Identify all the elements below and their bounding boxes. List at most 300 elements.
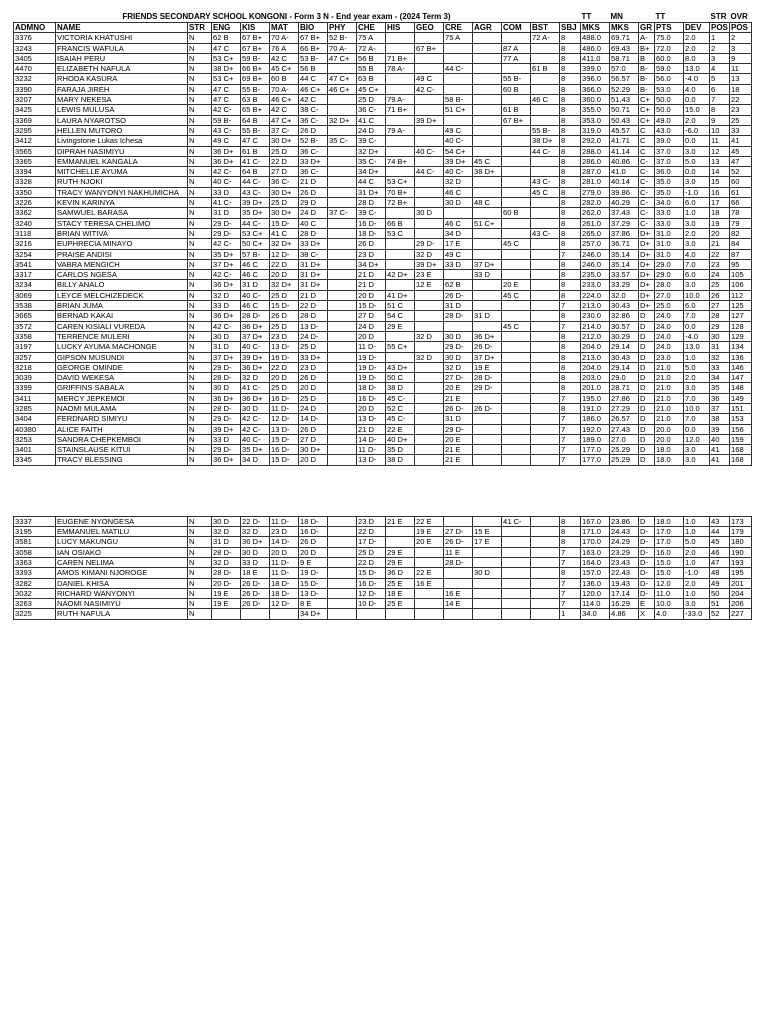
table-cell: 28 D: [357, 198, 386, 208]
table-cell: [415, 547, 444, 557]
table-cell: [531, 547, 560, 557]
table-cell: 125: [730, 301, 752, 311]
table-cell: 20 E: [502, 280, 531, 290]
table-cell: [531, 321, 560, 331]
table-cell: D: [639, 331, 655, 341]
table-cell: [212, 609, 241, 619]
table-cell: [531, 393, 560, 403]
table-cell: 120.0: [581, 588, 610, 598]
table-cell: 15 D-: [270, 218, 299, 228]
table-cell: 486.0: [581, 43, 610, 53]
table-cell: [328, 352, 357, 362]
table-cell: 39 D+: [212, 424, 241, 434]
table-cell: 168: [730, 455, 752, 465]
table-cell: N: [188, 115, 212, 125]
table-cell: 129: [730, 331, 752, 341]
table-cell: [386, 146, 415, 156]
table-cell: 48: [710, 568, 730, 578]
table-cell: 24.29: [610, 537, 639, 547]
table-cell: [328, 167, 357, 177]
table-cell: 14 E: [444, 599, 473, 609]
table-cell: [328, 362, 357, 372]
table-cell: 20 E: [444, 434, 473, 444]
table-cell: 27.86: [610, 393, 639, 403]
table-cell: 7.0: [684, 393, 710, 403]
table-cell: 46 C: [241, 270, 270, 280]
table-cell: 28 D: [299, 228, 328, 238]
table-cell: [502, 187, 531, 197]
table-cell: FARAJA JIREH: [56, 84, 188, 94]
table-cell: [531, 434, 560, 444]
table-cell: [531, 249, 560, 259]
table-cell: 33 D+: [299, 352, 328, 362]
table-cell: 25 D: [270, 383, 299, 393]
table-cell: 36 D+: [212, 393, 241, 403]
table-cell: 28.0: [655, 280, 684, 290]
table-cell: 60 B: [502, 84, 531, 94]
table-cell: N: [188, 167, 212, 177]
table-cell: 214.0: [581, 321, 610, 331]
table-cell: [502, 537, 531, 547]
table-cell: [444, 609, 473, 619]
table-cell: C-: [639, 156, 655, 166]
table-cell: [415, 198, 444, 208]
column-header: GEO: [415, 23, 444, 33]
table-cell: 47 C: [212, 84, 241, 94]
table-cell: 35: [710, 383, 730, 393]
table-cell: [444, 321, 473, 331]
table-row: [14, 43, 752, 53]
table-cell: 235.0: [581, 270, 610, 280]
table-cell: 3350: [14, 187, 56, 197]
table-cell: N: [188, 146, 212, 156]
table-cell: 282.0: [581, 198, 610, 208]
table-cell: 8: [560, 290, 581, 300]
table-cell: [444, 516, 473, 526]
table-cell: 45 C-: [386, 414, 415, 424]
table-cell: 51: [710, 599, 730, 609]
table-cell: 20: [710, 228, 730, 238]
table-cell: 17.14: [610, 588, 639, 598]
table-cell: [502, 588, 531, 598]
table-cell: 8: [560, 53, 581, 63]
table-cell: 30 D: [241, 403, 270, 413]
table-cell: 3328: [14, 177, 56, 187]
table-cell: 55 B-: [502, 74, 531, 84]
column-header: HIS: [386, 23, 415, 33]
table-cell: 65 B+: [241, 105, 270, 115]
table-cell: 3240: [14, 218, 56, 228]
table-cell: 66: [730, 198, 752, 208]
table-cell: 69 B+: [241, 74, 270, 84]
table-cell: 8: [560, 74, 581, 84]
table-cell: 67 B+: [415, 43, 444, 53]
table-cell: [415, 445, 444, 455]
table-cell: 29 D-: [415, 239, 444, 249]
table-cell: 11 D-: [270, 403, 299, 413]
table-cell: [502, 342, 531, 352]
table-cell: [502, 599, 531, 609]
column-header: GR: [639, 23, 655, 33]
table-cell: 3358: [14, 331, 56, 341]
table-cell: N: [188, 352, 212, 362]
table-cell: 40 D+: [386, 434, 415, 444]
table-cell: 72 A-: [357, 43, 386, 53]
column-header: CRE: [444, 23, 473, 33]
table-cell: 57 B-: [241, 249, 270, 259]
table-cell: [473, 228, 502, 238]
table-cell: [502, 125, 531, 135]
table-cell: 14 D-: [270, 537, 299, 547]
table-cell: 32 D: [241, 373, 270, 383]
table-cell: 11: [730, 64, 752, 74]
table-cell: 36 D+: [212, 455, 241, 465]
table-cell: 246.0: [581, 249, 610, 259]
table-cell: 8: [560, 187, 581, 197]
table-cell: [415, 301, 444, 311]
table-cell: MARY NEKESA: [56, 95, 188, 105]
table-cell: 2: [730, 33, 752, 43]
table-cell: TERRENCE MULERI: [56, 331, 188, 341]
table-cell: LAURA NYAROTSO: [56, 115, 188, 125]
table-cell: 58 B-: [444, 95, 473, 105]
table-row: [14, 270, 752, 280]
table-cell: [531, 588, 560, 598]
table-cell: 31 D: [241, 280, 270, 290]
table-cell: 3363: [14, 557, 56, 567]
table-row: [14, 414, 752, 424]
table-cell: 4.86: [610, 609, 639, 619]
table-cell: 23: [710, 259, 730, 269]
table-cell: [531, 43, 560, 53]
table-cell: [415, 311, 444, 321]
table-cell: 30 D+: [270, 208, 299, 218]
table-cell: 0.0: [684, 136, 710, 146]
table-cell: 16 D-: [299, 527, 328, 537]
table-cell: 27 D: [270, 167, 299, 177]
table-cell: 3243: [14, 43, 56, 53]
table-cell: 31 D: [212, 208, 241, 218]
table-cell: 8: [560, 383, 581, 393]
table-cell: FERDNARD SIMIYU: [56, 414, 188, 424]
table-cell: B+: [639, 43, 655, 53]
table-cell: [502, 352, 531, 362]
table-cell: 7: [560, 414, 581, 424]
table-cell: 355.0: [581, 105, 610, 115]
table-cell: 233.0: [581, 280, 610, 290]
table-cell: [328, 95, 357, 105]
table-cell: 27 D: [299, 434, 328, 444]
table-row: [14, 208, 752, 218]
table-cell: 21.0: [655, 362, 684, 372]
table-cell: [444, 208, 473, 218]
table-cell: 71 B+: [386, 53, 415, 63]
table-cell: 70 A-: [270, 33, 299, 43]
table-cell: 57.0: [610, 64, 639, 74]
table-cell: 40 C: [299, 218, 328, 228]
table-cell: 42 D+: [386, 270, 415, 280]
table-cell: [386, 208, 415, 218]
table-cell: 28 D-: [212, 568, 241, 578]
table-cell: 3541: [14, 259, 56, 269]
table-cell: 54 C: [386, 311, 415, 321]
table-cell: 64 B: [241, 167, 270, 177]
table-cell: 8: [560, 43, 581, 53]
table-row: [14, 445, 752, 455]
table-cell: 39 D+: [241, 352, 270, 362]
table-cell: 39.86: [610, 187, 639, 197]
table-cell: 3069: [14, 290, 56, 300]
table-cell: 8: [560, 280, 581, 290]
table-cell: [415, 228, 444, 238]
table-cell: 3411: [14, 393, 56, 403]
table-cell: 27: [710, 301, 730, 311]
table-cell: 35.0: [655, 177, 684, 187]
table-cell: 29 D-: [212, 445, 241, 455]
table-cell: [473, 187, 502, 197]
table-cell: 84: [730, 239, 752, 249]
table-cell: 20 D: [357, 331, 386, 341]
table-cell: 112: [730, 290, 752, 300]
table-cell: 6.0: [684, 301, 710, 311]
table-cell: [386, 331, 415, 341]
table-cell: DANIEL KHISA: [56, 578, 188, 588]
table-cell: 2.0: [684, 578, 710, 588]
table-cell: 8: [560, 362, 581, 372]
table-cell: 3.0: [684, 218, 710, 228]
table-cell: ISAIAH PERU: [56, 53, 188, 63]
table-cell: [531, 527, 560, 537]
table-cell: 399.0: [581, 64, 610, 74]
table-cell: 3362: [14, 208, 56, 218]
table-cell: [502, 434, 531, 444]
table-cell: 26 D-: [444, 403, 473, 413]
table-cell: 29.0: [655, 259, 684, 269]
table-cell: 26 D: [299, 373, 328, 383]
table-cell: 18.0: [655, 516, 684, 526]
table-cell: 18 D-: [270, 588, 299, 598]
table-cell: 69.43: [610, 43, 639, 53]
table-cell: 24.0: [655, 342, 684, 352]
table-cell: D+: [639, 290, 655, 300]
column-header: BST: [531, 23, 560, 33]
table-cell: 29 D-: [212, 218, 241, 228]
table-cell: 36.0: [655, 167, 684, 177]
table-cell: [531, 403, 560, 413]
column-header: ENG: [212, 23, 241, 33]
table-cell: C-: [639, 177, 655, 187]
table-cell: 9: [730, 53, 752, 63]
table-cell: 12 D-: [357, 588, 386, 598]
table-cell: 17.0: [655, 537, 684, 547]
table-cell: 22 D: [357, 527, 386, 537]
table-cell: 29 E: [386, 557, 415, 567]
table-cell: [444, 53, 473, 63]
table-cell: 136: [730, 352, 752, 362]
table-cell: 41: [710, 455, 730, 465]
table-cell: 9 E: [299, 557, 328, 567]
table-row: [14, 198, 752, 208]
table-cell: 13 D-: [357, 455, 386, 465]
table-cell: [502, 249, 531, 259]
table-cell: 3404: [14, 414, 56, 424]
table-cell: [328, 125, 357, 135]
table-cell: 3257: [14, 352, 56, 362]
table-cell: [415, 609, 444, 619]
table-cell: 17 D-: [357, 537, 386, 547]
table-cell: [502, 609, 531, 619]
table-cell: [531, 84, 560, 94]
table-cell: 47 C+: [328, 53, 357, 63]
table-cell: 39 D+: [415, 115, 444, 125]
table-cell: 1: [710, 33, 730, 43]
table-cell: 12.0: [655, 578, 684, 588]
table-cell: [502, 167, 531, 177]
table-cell: 36 D+: [241, 321, 270, 331]
table-cell: [386, 537, 415, 547]
tt-top: TT: [581, 12, 592, 21]
table-cell: 11 D-: [270, 516, 299, 526]
table-cell: 51.43: [610, 95, 639, 105]
table-cell: 60 B: [502, 208, 531, 218]
table-cell: 25 D: [270, 321, 299, 331]
table-cell: 32: [710, 352, 730, 362]
table-cell: 50 C+: [241, 239, 270, 249]
table-cell: 16 D-: [270, 445, 299, 455]
table-cell: GRIFFINS SABALA: [56, 383, 188, 393]
table-cell: [502, 259, 531, 269]
table-cell: 40 C-: [415, 146, 444, 156]
table-cell: 20.0: [655, 434, 684, 444]
table-cell: 40.29: [610, 198, 639, 208]
table-cell: 36 D+: [473, 331, 502, 341]
table-cell: [502, 228, 531, 238]
table-cell: 167.0: [581, 516, 610, 526]
table-cell: 3394: [14, 167, 56, 177]
table-cell: 3405: [14, 53, 56, 63]
table-cell: [531, 53, 560, 63]
table-cell: N: [188, 311, 212, 321]
table-cell: 13 D-: [299, 321, 328, 331]
table-cell: 10 D-: [357, 599, 386, 609]
table-cell: 21 D: [357, 424, 386, 434]
table-cell: B-: [639, 84, 655, 94]
table-cell: 19 D-: [299, 568, 328, 578]
table-cell: 24.0: [655, 321, 684, 331]
table-row: [14, 362, 752, 372]
table-cell: 164.0: [581, 557, 610, 567]
table-cell: 36 D: [386, 568, 415, 578]
table-cell: 32 D: [444, 362, 473, 372]
table-cell: [328, 64, 357, 74]
table-cell: N: [188, 228, 212, 238]
table-cell: 396.0: [581, 74, 610, 84]
table-cell: [502, 270, 531, 280]
table-cell: -4.0: [684, 74, 710, 84]
table-cell: 46: [710, 547, 730, 557]
table-cell: N: [188, 588, 212, 598]
table-cell: C-: [639, 208, 655, 218]
table-cell: 8: [560, 352, 581, 362]
table-cell: LEWIS MULUSA: [56, 105, 188, 115]
table-cell: 44 C: [357, 177, 386, 187]
table-cell: 20 D: [270, 547, 299, 557]
table-cell: [473, 445, 502, 455]
table-cell: [473, 33, 502, 43]
table-cell: 30 D: [212, 331, 241, 341]
table-cell: 8: [560, 95, 581, 105]
table-cell: [502, 156, 531, 166]
table-cell: 195.0: [581, 393, 610, 403]
table-cell: 36 C-: [357, 105, 386, 115]
column-header: KIS: [241, 23, 270, 33]
table-cell: 8: [560, 373, 581, 383]
table-cell: 33: [730, 125, 752, 135]
table-cell: 2.0: [684, 228, 710, 238]
table-cell: 3: [730, 43, 752, 53]
table-cell: [415, 125, 444, 135]
table-cell: N: [188, 43, 212, 53]
table-cell: [502, 362, 531, 372]
table-cell: [328, 455, 357, 465]
table-cell: 42 C-: [212, 105, 241, 115]
column-header: POS: [711, 23, 728, 32]
table-cell: [531, 455, 560, 465]
table-cell: 24 D: [299, 403, 328, 413]
table-cell: N: [188, 290, 212, 300]
table-cell: 15 D-: [299, 578, 328, 588]
table-cell: 42 C-: [212, 270, 241, 280]
table-cell: [386, 43, 415, 53]
column-header: POS: [730, 23, 752, 33]
table-cell: 47: [710, 557, 730, 567]
table-cell: N: [188, 455, 212, 465]
table-cell: 23: [730, 105, 752, 115]
table-cell: 34 D+: [299, 609, 328, 619]
table-cell: 7: [560, 557, 581, 567]
table-cell: [415, 588, 444, 598]
table-cell: 69.71: [610, 33, 639, 43]
table-cell: 3.0: [684, 383, 710, 393]
table-cell: STACY TERESA CHELIMO: [56, 218, 188, 228]
table-row: [14, 578, 752, 588]
table-cell: 63 B: [241, 95, 270, 105]
table-cell: 66 B+: [241, 64, 270, 74]
table-cell: 3317: [14, 270, 56, 280]
table-cell: C+: [639, 105, 655, 115]
table-cell: 41 D+: [386, 290, 415, 300]
table-cell: 50.71: [610, 105, 639, 115]
column-header: ADMNO: [14, 23, 56, 33]
table-cell: B-: [639, 74, 655, 84]
table-cell: 13.0: [684, 64, 710, 74]
table-cell: 2.0: [684, 43, 710, 53]
table-cell: [415, 136, 444, 146]
table-cell: N: [188, 280, 212, 290]
table-cell: 30 D: [444, 331, 473, 341]
table-cell: 31.0: [655, 239, 684, 249]
table-cell: 55 B-: [531, 125, 560, 135]
table-cell: [415, 455, 444, 465]
table-cell: [473, 434, 502, 444]
table-cell: [328, 331, 357, 341]
table-cell: [415, 290, 444, 300]
table-cell: -1.0: [684, 568, 710, 578]
table-cell: [473, 239, 502, 249]
table-cell: [531, 568, 560, 578]
table-cell: [502, 146, 531, 156]
table-cell: N: [188, 198, 212, 208]
